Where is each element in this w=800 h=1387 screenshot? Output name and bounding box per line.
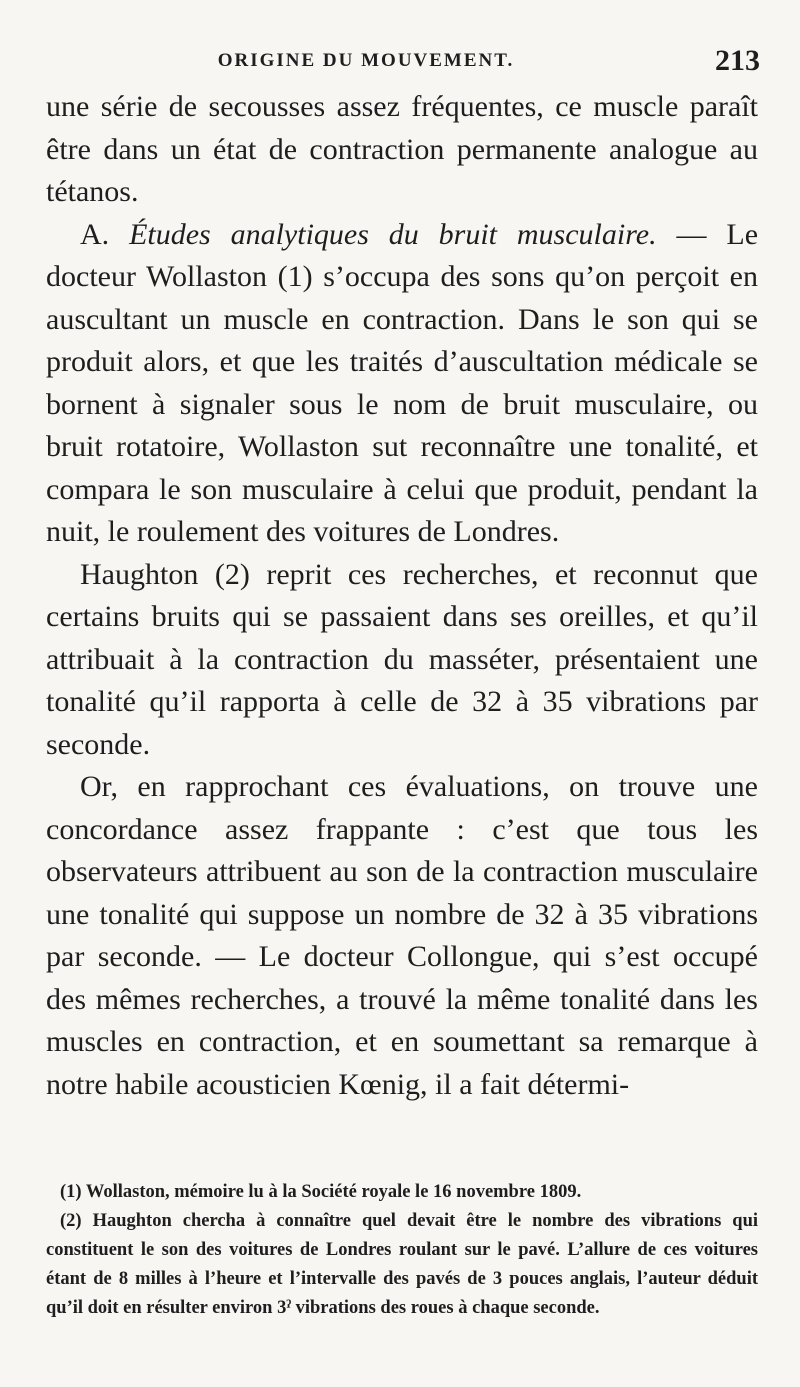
- paragraph-1: une série de secousses assez fréquentes, ce muscle paraît être dans un état de contraction permanente analogue au tétanos.: [46, 90, 758, 208]
- running-head: [46, 44, 760, 80]
- footnote-2: (2) Haughton chercha à connaître quel devait être le nombre des vibrations qui constituent le son des voitures de Londres roulant sur le pavé. L’allure de ces voitures étant de 8 milles à l’heure et l’intervalle des pavés de 3 pouces anglais, l’auteur déduit qu’il doit en résulter environ 3ˀ vibrations des roues à chaque seconde.: [46, 1211, 758, 1318]
- body-text: [46, 86, 758, 1106]
- paragraph-3: Haughton (2) reprit ces recherches, et reconnut que certains bruits qui se passaient dans ses oreilles, et qu’il attribuait à la contraction du masséter, présentaient une tonalité qu’il rapporta à celle de 32 à 35 vibrations par seconde.: [46, 557, 758, 761]
- paragraph-2: [46, 214, 758, 554]
- footnotes: [46, 1178, 758, 1323]
- paragraph-2-text: — Le docteur Wollaston (1) s’occupa des sons qu’on perçoit en auscultant un muscle en contraction. Dans le son qui se produit alors, et que les traités d’auscultation médicale se bornent à signaler sous le nom de bruit musculaire, ou bruit rotatoire, Wollaston sut reconnaître une tonalité, et compara le son musculaire à celui que produit, pendant la nuit, le roulement des voitures de Londres.: [46, 217, 759, 548]
- running-title: ORIGINE DU MOUVEMENT.: [217, 50, 515, 71]
- section-letter: A.: [80, 217, 110, 251]
- paragraph-4: Or, en rapprochant ces évaluations, on trouve une concordance assez frappante : c’est que tous les observateurs attribuent au son de la contraction musculaire une tonalité qui suppose un nombre de 32 à 35 vibrations par seconde. — Le docteur Collongue, qui s’est occupé des mêmes recherches, a trouvé la même tonalité dans les muscles en contraction, et en soumettant sa remarque à notre habile acousticien Kœnig, il a fait détermi-: [46, 770, 758, 1101]
- section-title: Études analytiques du bruit musculaire.: [129, 217, 657, 251]
- page-number: 213: [715, 44, 760, 77]
- footnote-1: (1) Wollaston, mémoire lu à la Société royale le 16 novembre 1809.: [60, 1182, 582, 1202]
